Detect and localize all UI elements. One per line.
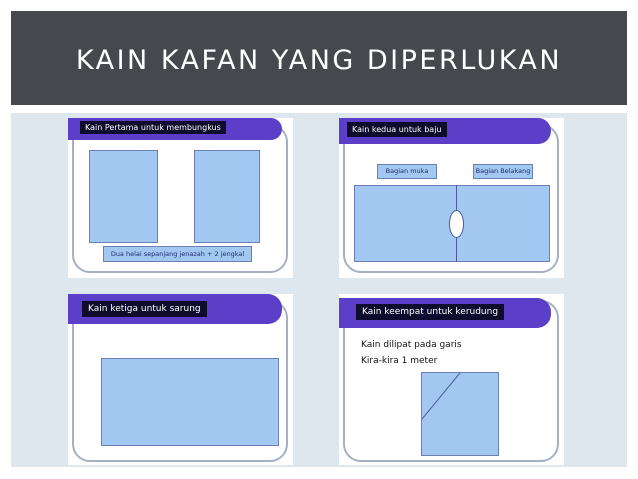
sarung-cloth [101, 358, 279, 446]
size-note: Kira-kira 1 meter [361, 356, 438, 366]
panel-kain-ketiga [68, 294, 293, 465]
panel-kain-kedua [339, 118, 564, 278]
cloth-sheet-right [194, 150, 260, 243]
kerudung-cloth [421, 372, 499, 456]
slide-title: KAIN KAFAN YANG DIPERLUKAN [75, 45, 563, 76]
neck-hole [449, 210, 464, 238]
panel-label: Kain Pertama untuk membungkus [80, 121, 226, 134]
back-label: Bagian Belakang [473, 164, 533, 179]
title-bar [11, 11, 627, 105]
panel-label: Kain ketiga untuk sarung [82, 301, 207, 317]
fold-note: Kain dilipat pada garis [361, 340, 462, 350]
front-label: Bagian muka [377, 164, 437, 179]
cloth-sheet-left [89, 150, 158, 243]
panel-label: Kain keempat untuk kerudung [356, 304, 504, 320]
panel-kain-pertama [68, 118, 293, 278]
fold-diagonal [422, 373, 498, 455]
panel-kain-keempat [339, 294, 564, 465]
cloth-caption: Dua helai sepanjang jenazah + 2 jengkal [103, 246, 252, 262]
panel-label: Kain kedua untuk baju [347, 122, 447, 137]
